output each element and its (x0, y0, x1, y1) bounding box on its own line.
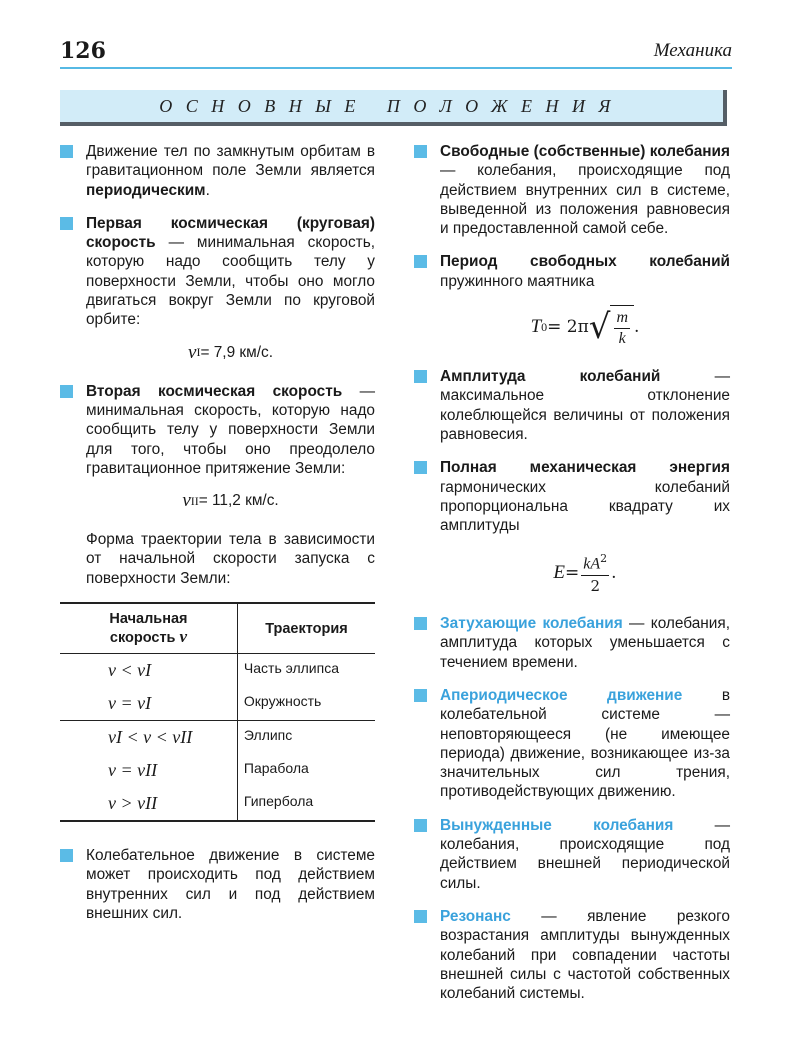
bullet-icon (60, 849, 73, 862)
trajectory-table (60, 602, 375, 822)
bullet-icon (414, 255, 427, 268)
section-title: Механика (653, 40, 732, 61)
table-row (60, 787, 375, 821)
list-item: Вынужденные колебания — колебания, происходящие под действием внешней периодической силы. (414, 816, 730, 893)
sqrt-symbol: √ $\frac{m}{k}$ (589, 305, 634, 349)
bullet-icon (414, 461, 427, 474)
bullet-icon (414, 617, 427, 630)
bullet-icon (414, 910, 427, 923)
speed-cell: v = vI (60, 687, 237, 721)
bullet-icon (60, 385, 73, 398)
trajectory-cell: Окружность (243, 693, 322, 710)
list-item: Вторая космическая скорость — минимальная скорость, которую надо сообщить телу у поверхности Земли для того, чтобы оно преодолело гравитационное притяжение Земли: (60, 382, 375, 478)
trajectory-cell: Эллипс (237, 721, 375, 755)
column-header-speed: Начальная скорость v (60, 603, 237, 654)
bullet-icon (60, 217, 73, 230)
left-column (60, 142, 375, 937)
right-column (414, 142, 730, 1017)
speed-cell: v > vII (60, 787, 237, 821)
speed-cell: v < vI (60, 654, 237, 688)
bullet-icon (414, 689, 427, 702)
speed-cell: v = vII (60, 754, 237, 787)
bullet-icon (414, 819, 427, 832)
trajectory-cell: Парабола (243, 760, 309, 777)
banner-title: ОСНОВНЫЕ ПОЛОЖЕНИЯ (159, 95, 624, 116)
bullet-icon (414, 370, 427, 383)
header-rule (60, 67, 732, 69)
list-item: Первая космическая (круговая) скорость — минимальная скорость, которую надо сообщить телу у поверхности Земли, чтобы оно могло двигаться вокруг Земли по круговой орбите: (60, 214, 375, 330)
list-item: Движение тел по замкнутым орбитам в гравитационном поле Земли является периодическим. (60, 142, 375, 200)
formula-first-cosmic: v I = 7,9 км/с. (188, 341, 273, 363)
list-item: Свободные (собственные) колебания — колебания, происходящие под действием внутренних сил в системе, выведенной из положения равновесия и предоставленной самой себе. (414, 142, 730, 238)
formula-energy: E = $\frac{kA^2}{2}$ . (440, 549, 730, 596)
banner (60, 90, 727, 126)
list-item: Колебательное движение в системе может происходить под действием внутренних сил и под действием внешних сил. (60, 846, 375, 923)
paragraph: Форма траектории тела в зависимости от начальной скорости запуска с поверхности Земли: (86, 531, 375, 587)
list-item: Апериодическое движение в колебательной системе — неповторяющееся (не имеющее периода) движение, возникающее из-за значительных сил трения, противодействующих движению. (414, 686, 730, 802)
table-row (60, 687, 375, 721)
list-item: Резонанс — явление резкого возрастания амплитуды вынужденных колебаний при совпадении частоты внешней силы с частотой собственных колебаний системы. (414, 907, 730, 1003)
list-item: Затухающие колебания — колебания, амплитуда которых уменьшается с течением времени. (414, 614, 730, 672)
bullet-icon (60, 145, 73, 158)
speed-cell: vI < v < vII (60, 721, 237, 755)
bullet-icon (414, 145, 427, 158)
page-number: 126 (60, 38, 106, 64)
list-item: Амплитуда колебаний — максимальное отклонение колеблющейся величины от положения равновесия. (414, 367, 730, 444)
table-row (60, 721, 375, 755)
table-row (60, 754, 375, 787)
list-item: Полная механическая энергия гармонических колебаний пропорциональна квадрату их амплитуды (414, 458, 730, 535)
trajectory-cell: Гипербола (243, 793, 314, 810)
table-row (60, 654, 375, 688)
trajectory-cell: Часть эллипса (243, 660, 339, 677)
formula-period: T 0 = 2π √ $\frac{m}{k}$ . (530, 307, 640, 348)
column-header-trajectory: Траектория (237, 603, 375, 654)
list-item: Период свободных колебаний пружинного маятника (414, 252, 730, 291)
formula-second-cosmic: v II = 11,2 км/с. (182, 490, 279, 512)
